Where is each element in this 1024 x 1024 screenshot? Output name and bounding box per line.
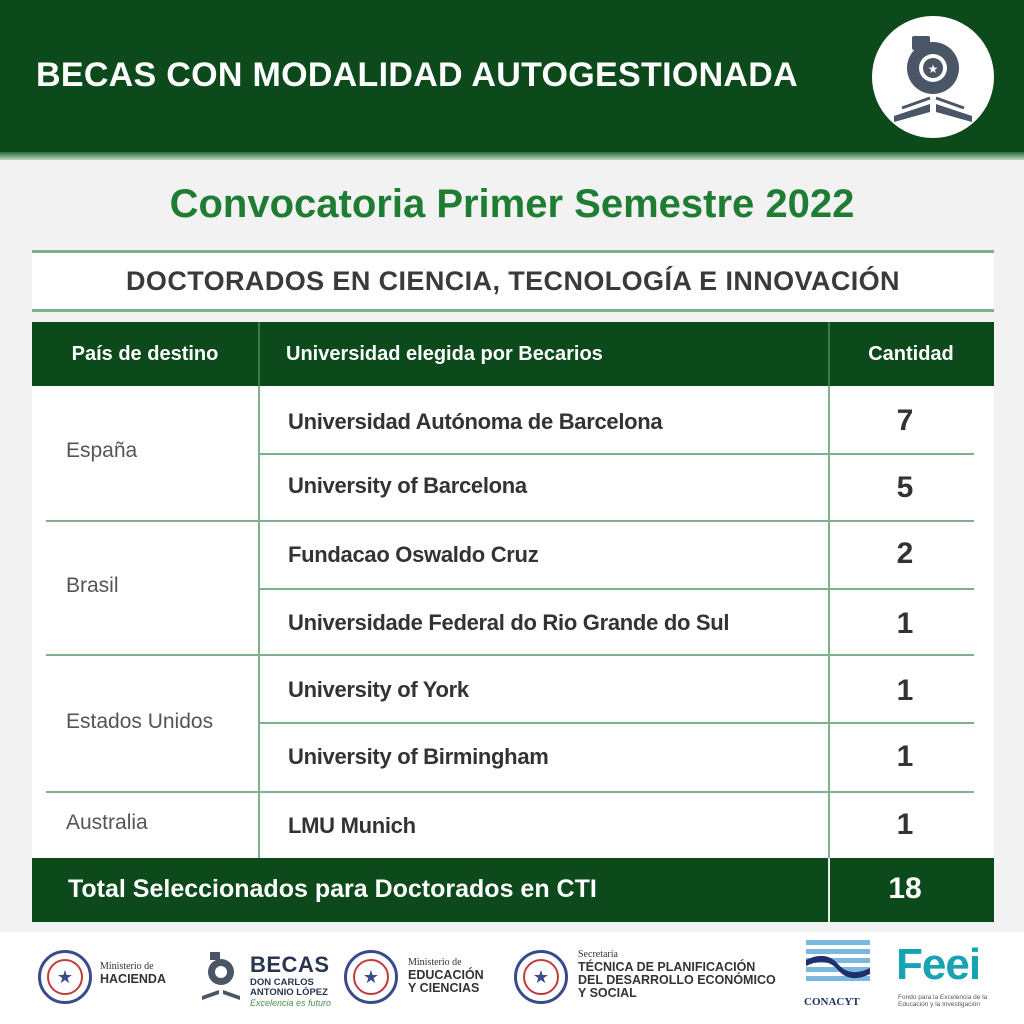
- total-row: [32, 858, 994, 922]
- row-separator: [260, 722, 974, 724]
- feei-subtitle: Fondo para la Excelencia de la Educación y la Investigación: [898, 994, 988, 1009]
- educacion-small: Ministerio de: [408, 957, 462, 968]
- becas-logo: [250, 952, 331, 1008]
- becas-title: BECAS: [250, 952, 330, 977]
- group-separator: [46, 654, 974, 656]
- count-cell: 5: [896, 471, 914, 504]
- paraguay-seal-icon: [514, 950, 568, 1004]
- count-cell: 2: [896, 537, 914, 570]
- planificacion-big-line2: DEL DESARROLLO ECONÓMICO: [578, 972, 776, 987]
- header-title: BECAS CON MODALIDAD AUTOGESTIONADA: [36, 56, 798, 94]
- count-cell: 1: [896, 740, 914, 773]
- group-separator: [46, 520, 974, 522]
- group-separator: [46, 791, 974, 793]
- becas-name-line1: DON CARLOS: [250, 977, 314, 988]
- planificacion-logo: [578, 950, 776, 1000]
- country-cell: Australia: [66, 811, 148, 834]
- header-separator: [258, 322, 260, 386]
- scholarship-logo-icon: [872, 16, 994, 138]
- section-title: DOCTORADOS EN CIENCIA, TECNOLOGÍA E INNOVACIÓN: [126, 265, 900, 296]
- becas-locomotive-icon: [198, 950, 244, 1009]
- total-label: Total Seleccionados para Doctorados en CTI: [68, 875, 597, 903]
- count-cell: 1: [896, 808, 914, 841]
- educacion-big-line2: Y CIENCIAS: [408, 980, 480, 995]
- call-subtitle: Convocatoria Primer Semestre 2022: [169, 182, 855, 226]
- educacion-logo: [408, 958, 484, 995]
- table-header: [32, 322, 994, 386]
- university-cell: University of Barcelona: [288, 473, 527, 498]
- count-cell: 1: [896, 607, 914, 640]
- count-cell: 7: [896, 404, 914, 437]
- hacienda-logo: [100, 962, 166, 986]
- university-cell: University of York: [288, 677, 469, 702]
- university-cell: Fundacao Oswaldo Cruz: [288, 542, 539, 567]
- planificacion-big-line1: TÉCNICA DE PLANIFICACIÓN: [578, 959, 756, 974]
- scholarship-table: [32, 322, 994, 922]
- row-separator: [260, 453, 974, 455]
- total-value: 18: [888, 872, 922, 905]
- paraguay-seal-icon: [344, 950, 398, 1004]
- header-divider: [0, 152, 1024, 160]
- university-cell: Universidad Autónoma de Barcelona: [288, 409, 663, 434]
- header-banner: [0, 0, 1024, 152]
- becas-tagline: Excelencia es futuro: [250, 997, 332, 1008]
- planificacion-big-line3: Y SOCIAL: [578, 985, 637, 1000]
- section-title-box: [32, 250, 994, 312]
- country-cell: España: [66, 439, 138, 462]
- hacienda-big: HACIENDA: [100, 971, 166, 986]
- feei-logo: Feei: [896, 940, 981, 989]
- country-cell: Brasil: [66, 574, 119, 597]
- university-cell: University of Birmingham: [288, 744, 549, 769]
- becas-name-line2: ANTONIO LÓPEZ: [250, 986, 328, 998]
- hacienda-small: Ministerio de: [100, 961, 154, 972]
- paraguay-seal-icon: [38, 950, 92, 1004]
- column-separator: [258, 386, 260, 858]
- count-cell: 1: [896, 674, 914, 707]
- conacyt-label: CONACYT: [804, 996, 860, 1008]
- column-header-country: País de destino: [71, 342, 219, 365]
- header-separator: [828, 322, 830, 386]
- country-cell: Estados Unidos: [66, 710, 214, 733]
- educacion-big-line1: EDUCACIÓN: [408, 967, 484, 982]
- column-header-count: Cantidad: [868, 342, 954, 365]
- university-cell: Universidade Federal do Rio Grande do Sul: [288, 610, 730, 635]
- row-separator: [260, 588, 974, 590]
- university-cell: LMU Munich: [288, 813, 416, 838]
- planificacion-small: Secretaría: [578, 949, 618, 960]
- svg-text:★: ★: [927, 62, 939, 76]
- conacyt-emblem-icon: [806, 940, 870, 999]
- column-header-university: Universidad elegida por Becarios: [286, 342, 603, 365]
